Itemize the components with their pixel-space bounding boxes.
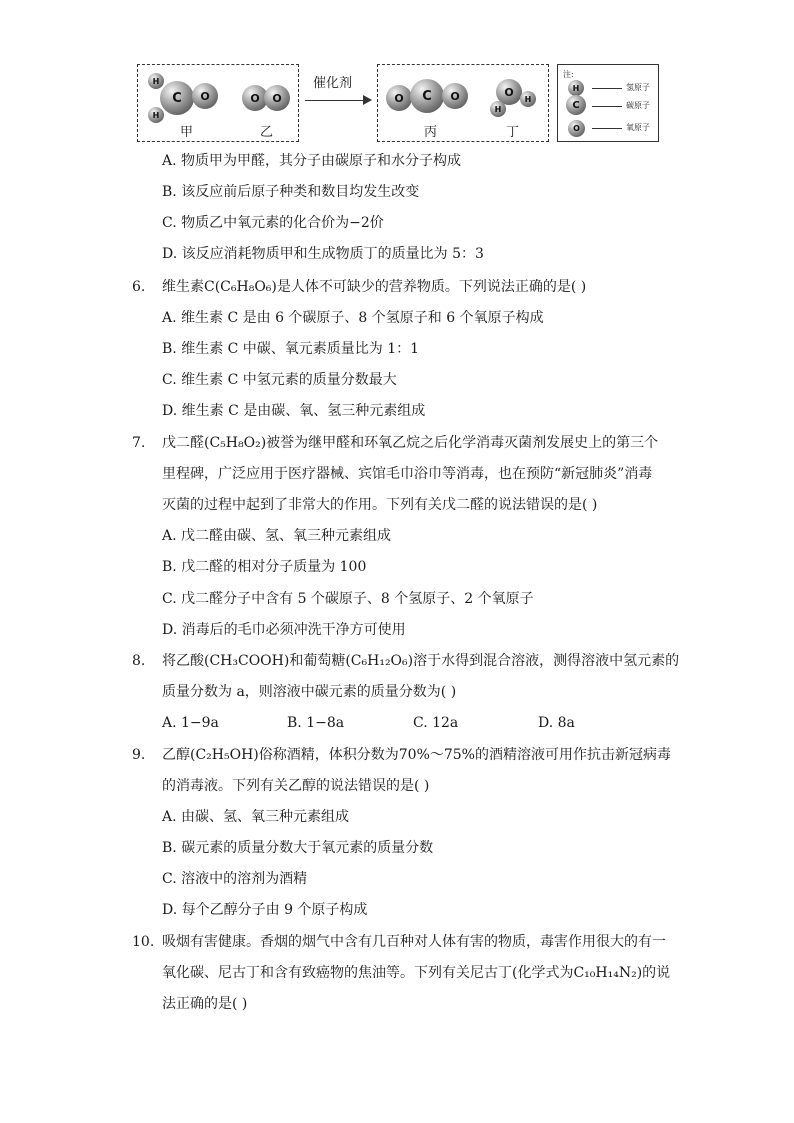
q7-option-c: C. 戊二醛分子中含有 5 个碳原子、8 个氢原子、2 个氧原子 — [162, 591, 534, 607]
arrow-line — [305, 100, 365, 101]
q8-option-a: A. 1−9a — [162, 715, 219, 731]
q7-stem-line-3: 灭菌的过程中起到了非常大的作用。下列有关戊二醛的说法错误的是( ) — [162, 497, 598, 513]
legend-line — [592, 88, 622, 89]
hydrogen-atom: H — [568, 80, 584, 96]
catalyst-label: 催化剂 — [313, 76, 353, 91]
q7-stem-line-1: 戊二醛(C₅H₈O₂)被誉为继甲醛和环氧乙烷之后化学消毒灭菌剂发展史上的第三个 — [162, 435, 659, 451]
carbon-atom: C — [160, 81, 194, 115]
legend-text: 氢原子 — [626, 83, 650, 92]
oxygen-atom: O — [496, 79, 522, 105]
legend-title: 注: — [563, 70, 574, 79]
q9-stem-line-2: 的消毒液。下列有关乙醇的说法错误的是( ) — [162, 778, 430, 794]
legend-text: 碳原子 — [626, 101, 650, 110]
molecule-label-jia: 甲 — [180, 125, 194, 140]
hydrogen-atom: H — [520, 91, 536, 107]
q6-option-c: C. 维生素 C 中氢元素的质量分数最大 — [162, 372, 397, 388]
oxygen-atom: O — [264, 85, 290, 111]
reaction-diagram — [135, 62, 660, 144]
q8-option-c: C. 12a — [413, 715, 459, 731]
q9-option-a: A. 由碳、氢、氧三种元素组成 — [162, 809, 350, 825]
oxygen-atom: O — [442, 83, 468, 109]
carbon-atom: C — [566, 95, 586, 115]
legend-line — [592, 106, 622, 107]
q6-option-a: A. 维生素 C 是由 6 个碳原子、8 个氢原子和 6 个氧原子构成 — [162, 310, 544, 326]
q5-option-d: D. 该反应消耗物质甲和生成物质丁的质量比为 5：3 — [162, 246, 484, 262]
hydrogen-atom: H — [148, 73, 164, 89]
q6-stem: 维生素C(C₆H₈O₆)是人体不可缺少的营养物质。下列说法正确的是( ) — [162, 279, 587, 295]
legend-text: 氧原子 — [626, 123, 650, 132]
carbon-atom: C — [410, 79, 444, 113]
q8-stem-line-2: 质量分数为 a，则溶液中碳元素的质量分数为( ) — [162, 684, 457, 700]
q8-stem-line-1: 将乙酸(CH₃COOH)和葡萄糖(C₆H₁₂O₆)溶于水得到混合溶液，测得溶液中氢元素的 — [162, 653, 680, 669]
q8-option-d: D. 8a — [538, 715, 575, 731]
q10-stem-line-2: 氧化碳、尼古丁和含有致癌物的焦油等。下列有关尼古丁(化学式为C₁₀H₁₄N₂)的说 — [162, 965, 671, 981]
arrow-head-icon — [363, 95, 372, 105]
q7-number: 7. — [132, 435, 146, 451]
q5-option-b: B. 该反应前后原子种类和数目均发生改变 — [162, 184, 420, 200]
q10-stem-line-1: 吸烟有害健康。香烟的烟气中含有几百种对人体有害的物质，毒害作用很大的有一 — [162, 934, 666, 950]
q7-option-a: A. 戊二醛由碳、氢、氧三种元素组成 — [162, 528, 392, 544]
q7-stem-line-2: 里程碑，广泛应用于医疗器械、宾馆毛巾浴巾等消毒，也在预防“新冠肺炎”消毒 — [162, 466, 653, 482]
q10-stem-line-3: 法正确的是( ) — [162, 996, 248, 1012]
reactants-box — [137, 64, 299, 142]
oxygen-atom: O — [192, 83, 218, 109]
q9-option-b: B. 碳元素的质量分数大于氧元素的质量分数 — [162, 840, 434, 856]
q9-option-d: D. 每个乙醇分子由 9 个原子构成 — [162, 902, 368, 918]
oxygen-atom: O — [242, 85, 268, 111]
q6-option-b: B. 维生素 C 中碳、氧元素质量比为 1：1 — [162, 341, 420, 357]
q8-number: 8. — [132, 653, 146, 669]
oxygen-atom: O — [386, 85, 412, 111]
q5-option-a: A. 物质甲为甲醛，其分子由碳原子和水分子构成 — [162, 153, 462, 169]
legend-item-carbon — [564, 97, 656, 115]
legend — [557, 64, 659, 142]
molecule-label-bing: 丙 — [424, 125, 438, 140]
q9-option-c: C. 溶液中的溶剂为酒精 — [162, 871, 308, 887]
q5-option-c: C. 物质乙中氧元素的化合价为−2价 — [162, 215, 384, 231]
q6-option-d: D. 维生素 C 是由碳、氧、氢三种元素组成 — [162, 403, 426, 419]
q10-number: 10. — [132, 934, 155, 950]
legend-line — [592, 128, 622, 129]
oxygen-atom: O — [568, 120, 585, 137]
q9-stem-line-1: 乙醇(C₂H₅OH)俗称酒精，体积分数为70%～75%的酒精溶液可用作抗击新冠病毒 — [162, 747, 671, 763]
molecule-label-yi: 乙 — [260, 125, 274, 140]
reaction-arrow — [299, 70, 377, 110]
legend-item-oxygen — [564, 119, 656, 137]
products-box — [377, 64, 549, 142]
q9-number: 9. — [132, 747, 146, 763]
molecule-label-ding: 丁 — [506, 125, 520, 140]
q7-option-d: D. 消毒后的毛巾必须冲洗干净方可使用 — [162, 622, 406, 638]
hydrogen-atom: H — [490, 101, 506, 117]
q8-option-b: B. 1−8a — [287, 715, 345, 731]
q6-number: 6. — [132, 279, 146, 295]
hydrogen-atom: H — [148, 107, 164, 123]
q7-option-b: B. 戊二醛的相对分子质量为 100 — [162, 559, 367, 575]
